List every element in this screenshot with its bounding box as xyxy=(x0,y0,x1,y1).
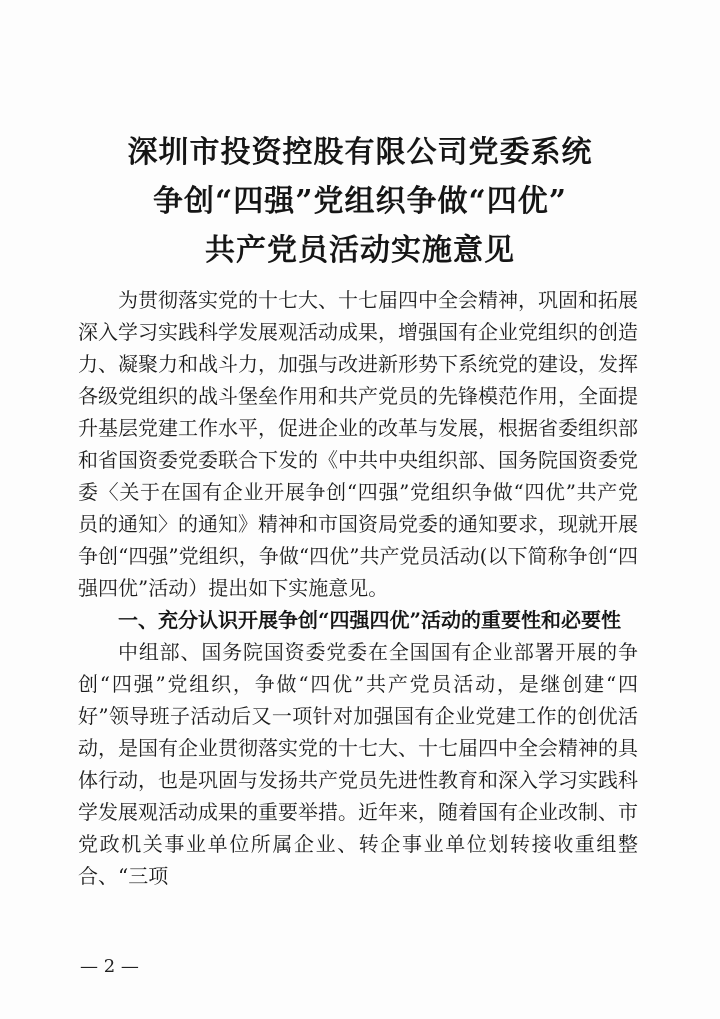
document-title xyxy=(0,128,720,275)
document-body xyxy=(78,284,638,892)
page-number: — 2 — xyxy=(80,956,139,977)
intro-paragraph: 为贯彻落实党的十七大、十七届四中全会精神，巩固和拓展深入学习实践科学发展观活动成果，增强国有企业党组织的创造力、凝聚力和战斗力，加强与改进新形势下系统党的建设，发挥各级党组织的战斗堡垒作用和共产党员的先锋模范作用，全面提升基层党建工作水平，促进企业的改革与发展，根据省委组织部和省国资委党委联合下发的《中共中央组织部、国务院国资委党委〈关于在国有企业开展争创“四强”党组织争做“四优”共产党员的通知〉的通知》精神和市国资局党委的通知要求，现就开展争创“四强”党组织，争做“四优”共产党员活动(以下简称争创“四强四优”活动）提出如下实施意见。 xyxy=(78,288,638,600)
title-line-1: 深圳市投资控股有限公司党委系统 xyxy=(127,135,593,170)
title-line-2: 争创“四强”党组织争做“四优” xyxy=(152,184,568,219)
section-heading: 一、充分认识开展争创“四强四优”活动的重要性和必要性 xyxy=(118,608,622,632)
title-line-3: 共产党员活动实施意见 xyxy=(205,233,515,268)
section-paragraph: 中组部、国务院国资委党委在全国国有企业部署开展的争创“四强”党组织，争做“四优”共产党员活动，是继创建“四好”领导班子活动后又一项针对加强国有企业党建工作的创优活动，是国有企业贯彻落实党的十七大、十七届四中全会精神的具体行动，也是巩固与发扬共产党员先进性教育和深入学习实践科学发展观活动成果的重要举措。近年来，随着国有企业改制、市党政机关事业单位所属企业、转企事业单位划转接收重组整合、“三项 xyxy=(78,640,638,888)
